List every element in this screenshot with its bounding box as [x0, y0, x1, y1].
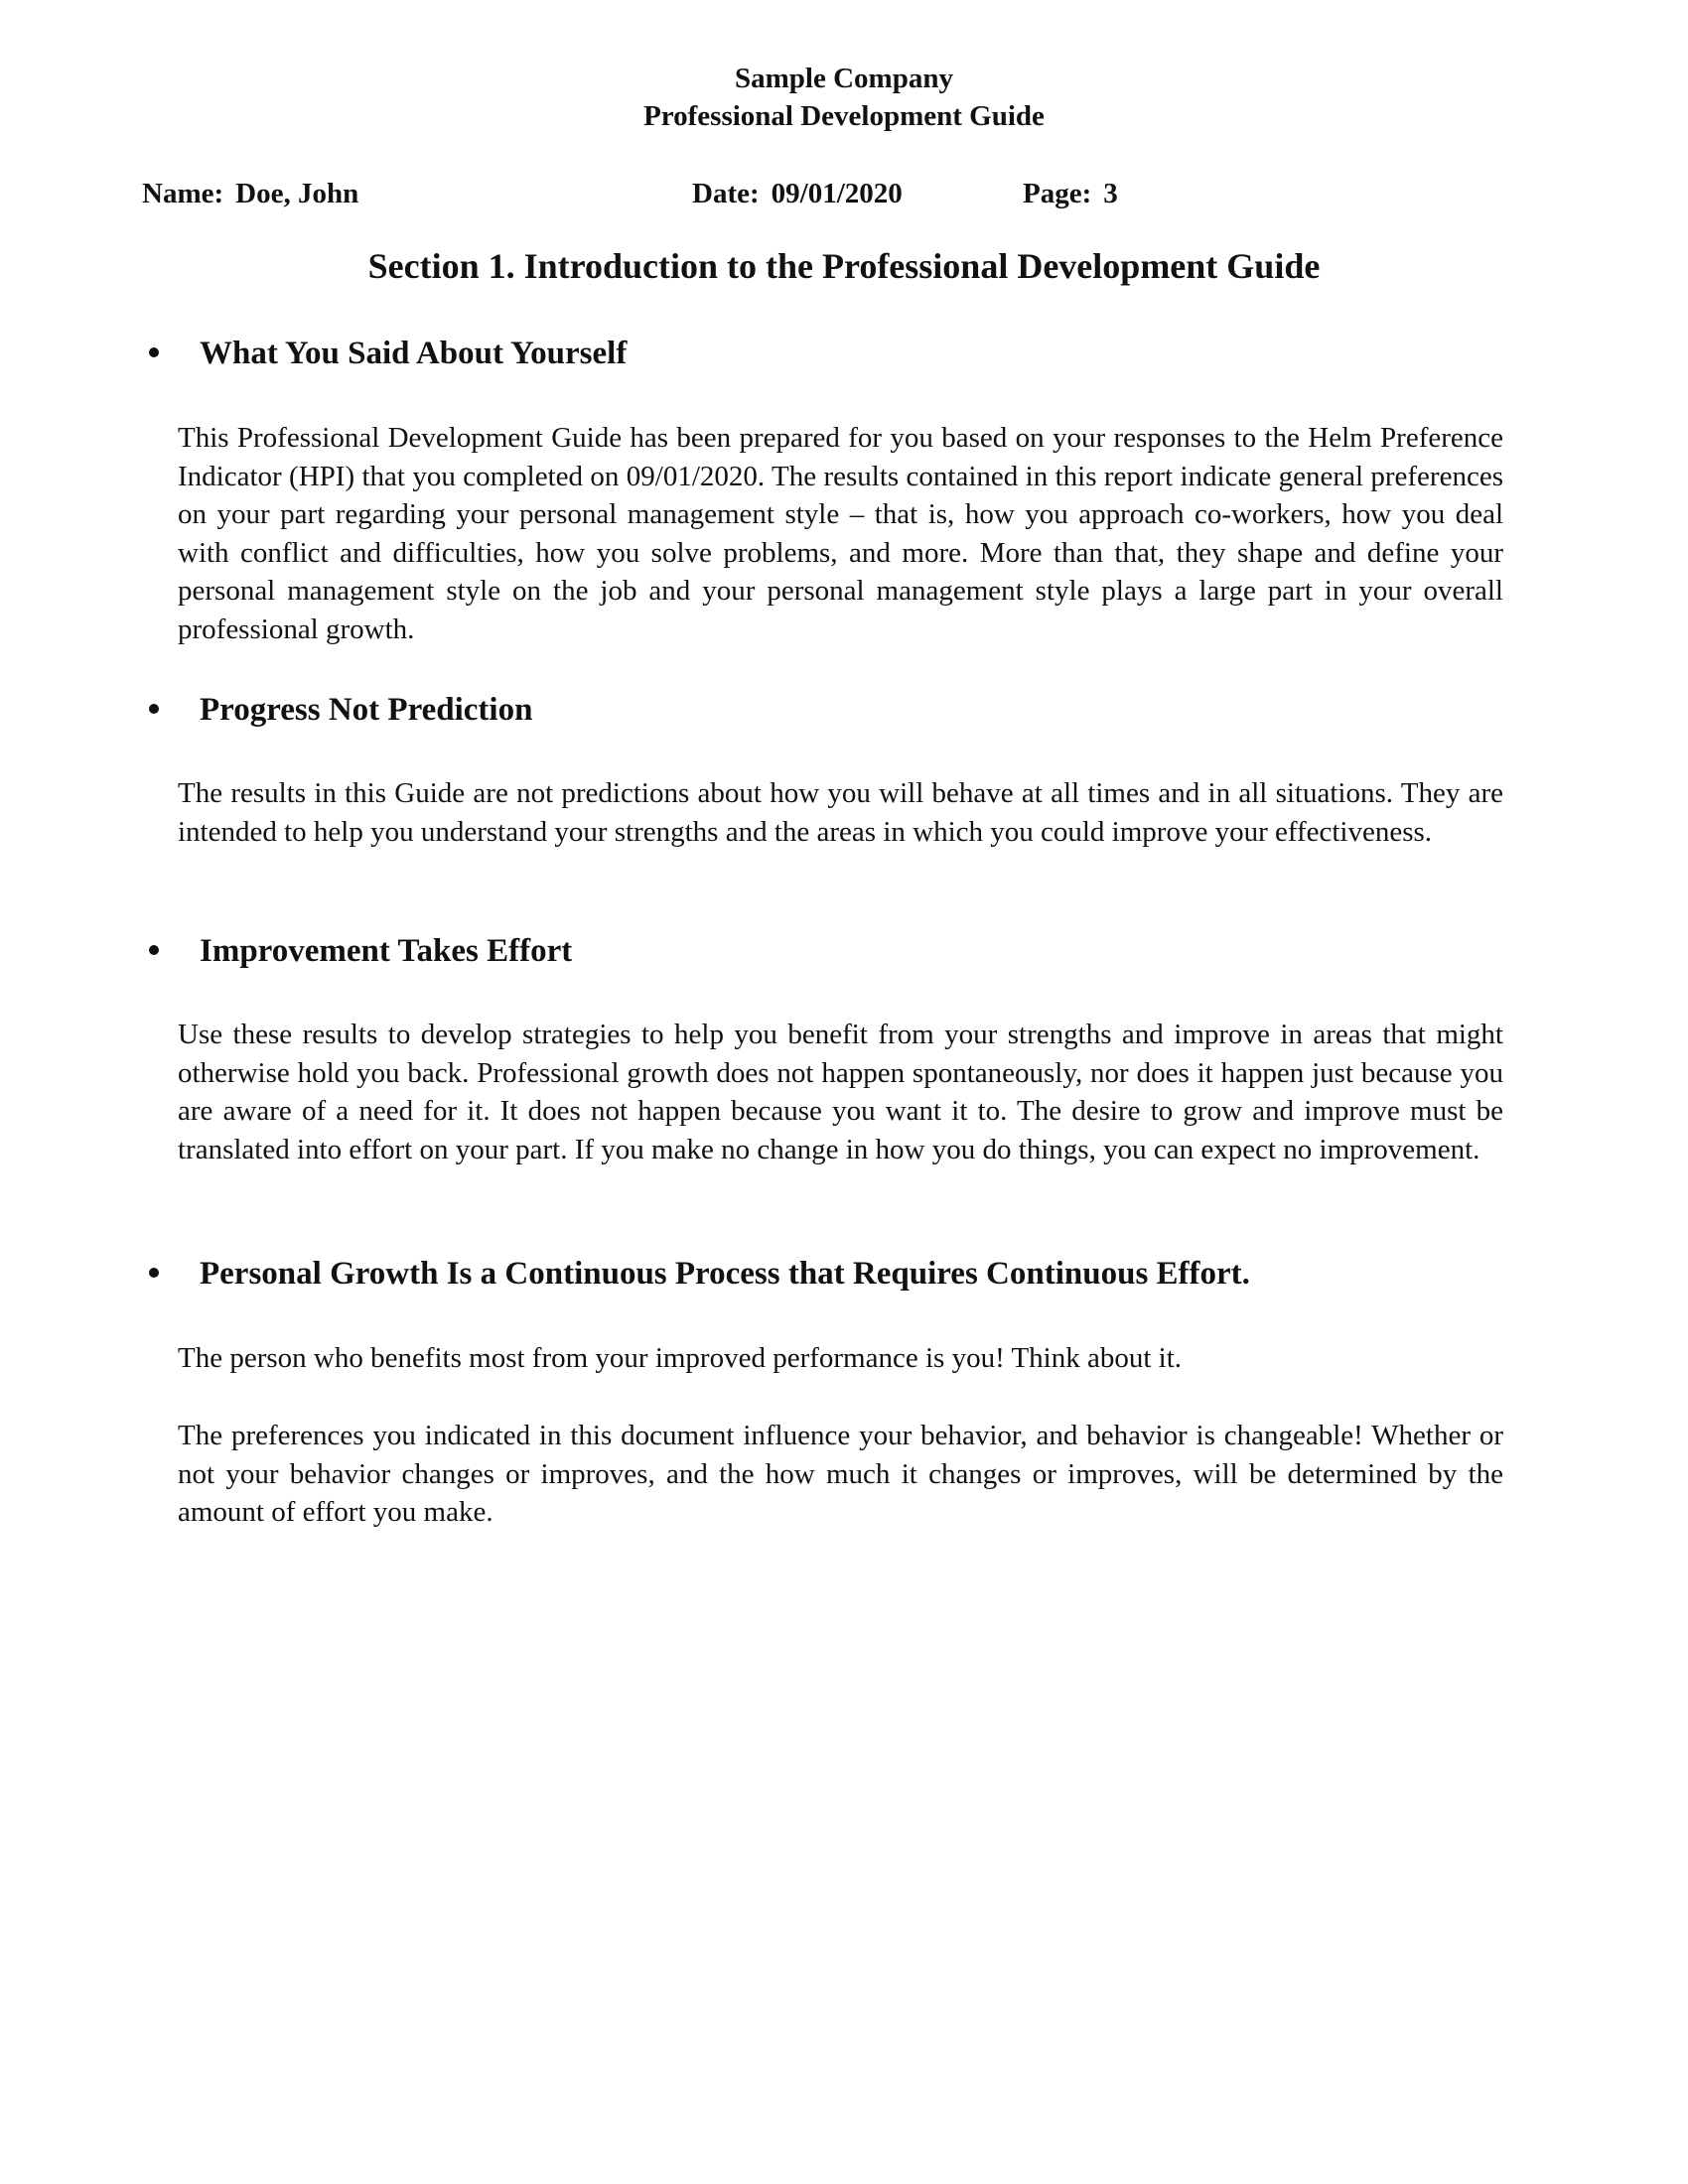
section-title: Section 1. Introduction to the Professional Development Guide	[367, 246, 1321, 286]
company-name: Sample Company	[735, 63, 953, 94]
bullet-icon	[149, 1268, 159, 1278]
paragraph: The person who benefits most from your improved performance is you! Think about it.	[178, 1342, 1183, 1374]
date-field	[692, 175, 903, 212]
date-value: 09/01/2020	[771, 178, 903, 209]
paragraph: The preferences you indicated in this document influence your behavior, and behavior is changeable! Whether or not your behavior changes or improves, and the how much it changes or improves, will be determined by the amount of effort you make.	[178, 1420, 1503, 1528]
paragraph: This Professional Development Guide has been prepared for you based on your responses to the Helm Preference Indicator (HPI) that you completed on 09/01/2020. The results contained in this report indicate general preferences on your part regarding your personal management style – that is, how you approach co-workers, how you deal with conflict and difficulties, how you solve problems, and more. More than that, they shape and define your personal management style on the job and your personal management style plays a large part in your overall professional growth.	[178, 422, 1503, 645]
bullet-heading-personal-growth	[149, 1254, 1250, 1294]
heading-text: Improvement Takes Effort	[200, 933, 573, 969]
date-label: Date:	[692, 178, 760, 209]
heading-text: What You Said About Yourself	[200, 336, 628, 371]
page-value: 3	[1103, 178, 1118, 209]
bullet-icon	[149, 347, 159, 357]
bullet-heading-what-you-said	[149, 334, 627, 373]
bullet-icon	[149, 704, 159, 714]
guide-title: Professional Development Guide	[643, 100, 1045, 132]
name-field	[142, 175, 358, 212]
paragraph: Use these results to develop strategies to help you benefit from your strengths and improve in areas that might otherwise hold you back. Professional growth does not happen spontaneously, nor does it happen just because you are aware of a need for it. It does not happen because you want it to. The desire to grow and improve must be translated into effort on your part. If you make no change in how you do things, you can expect no improvement.	[178, 1019, 1503, 1165]
bullet-icon	[149, 945, 159, 955]
page-label: Page:	[1023, 178, 1092, 209]
bullet-heading-improvement	[149, 931, 572, 971]
bullet-heading-progress	[149, 690, 532, 730]
paragraph: The results in this Guide are not predictions about how you will behave at all times and in all situations. They are intended to help you understand your strengths and the areas in which you could improve your effectiveness.	[178, 777, 1503, 848]
heading-text: Personal Growth Is a Continuous Process that Requires Continuous Effort.	[200, 1256, 1250, 1292]
page-number-field	[1023, 175, 1118, 212]
name-value: Doe, John	[235, 178, 359, 209]
heading-text: Progress Not Prediction	[200, 692, 533, 728]
name-label: Name:	[142, 178, 224, 209]
